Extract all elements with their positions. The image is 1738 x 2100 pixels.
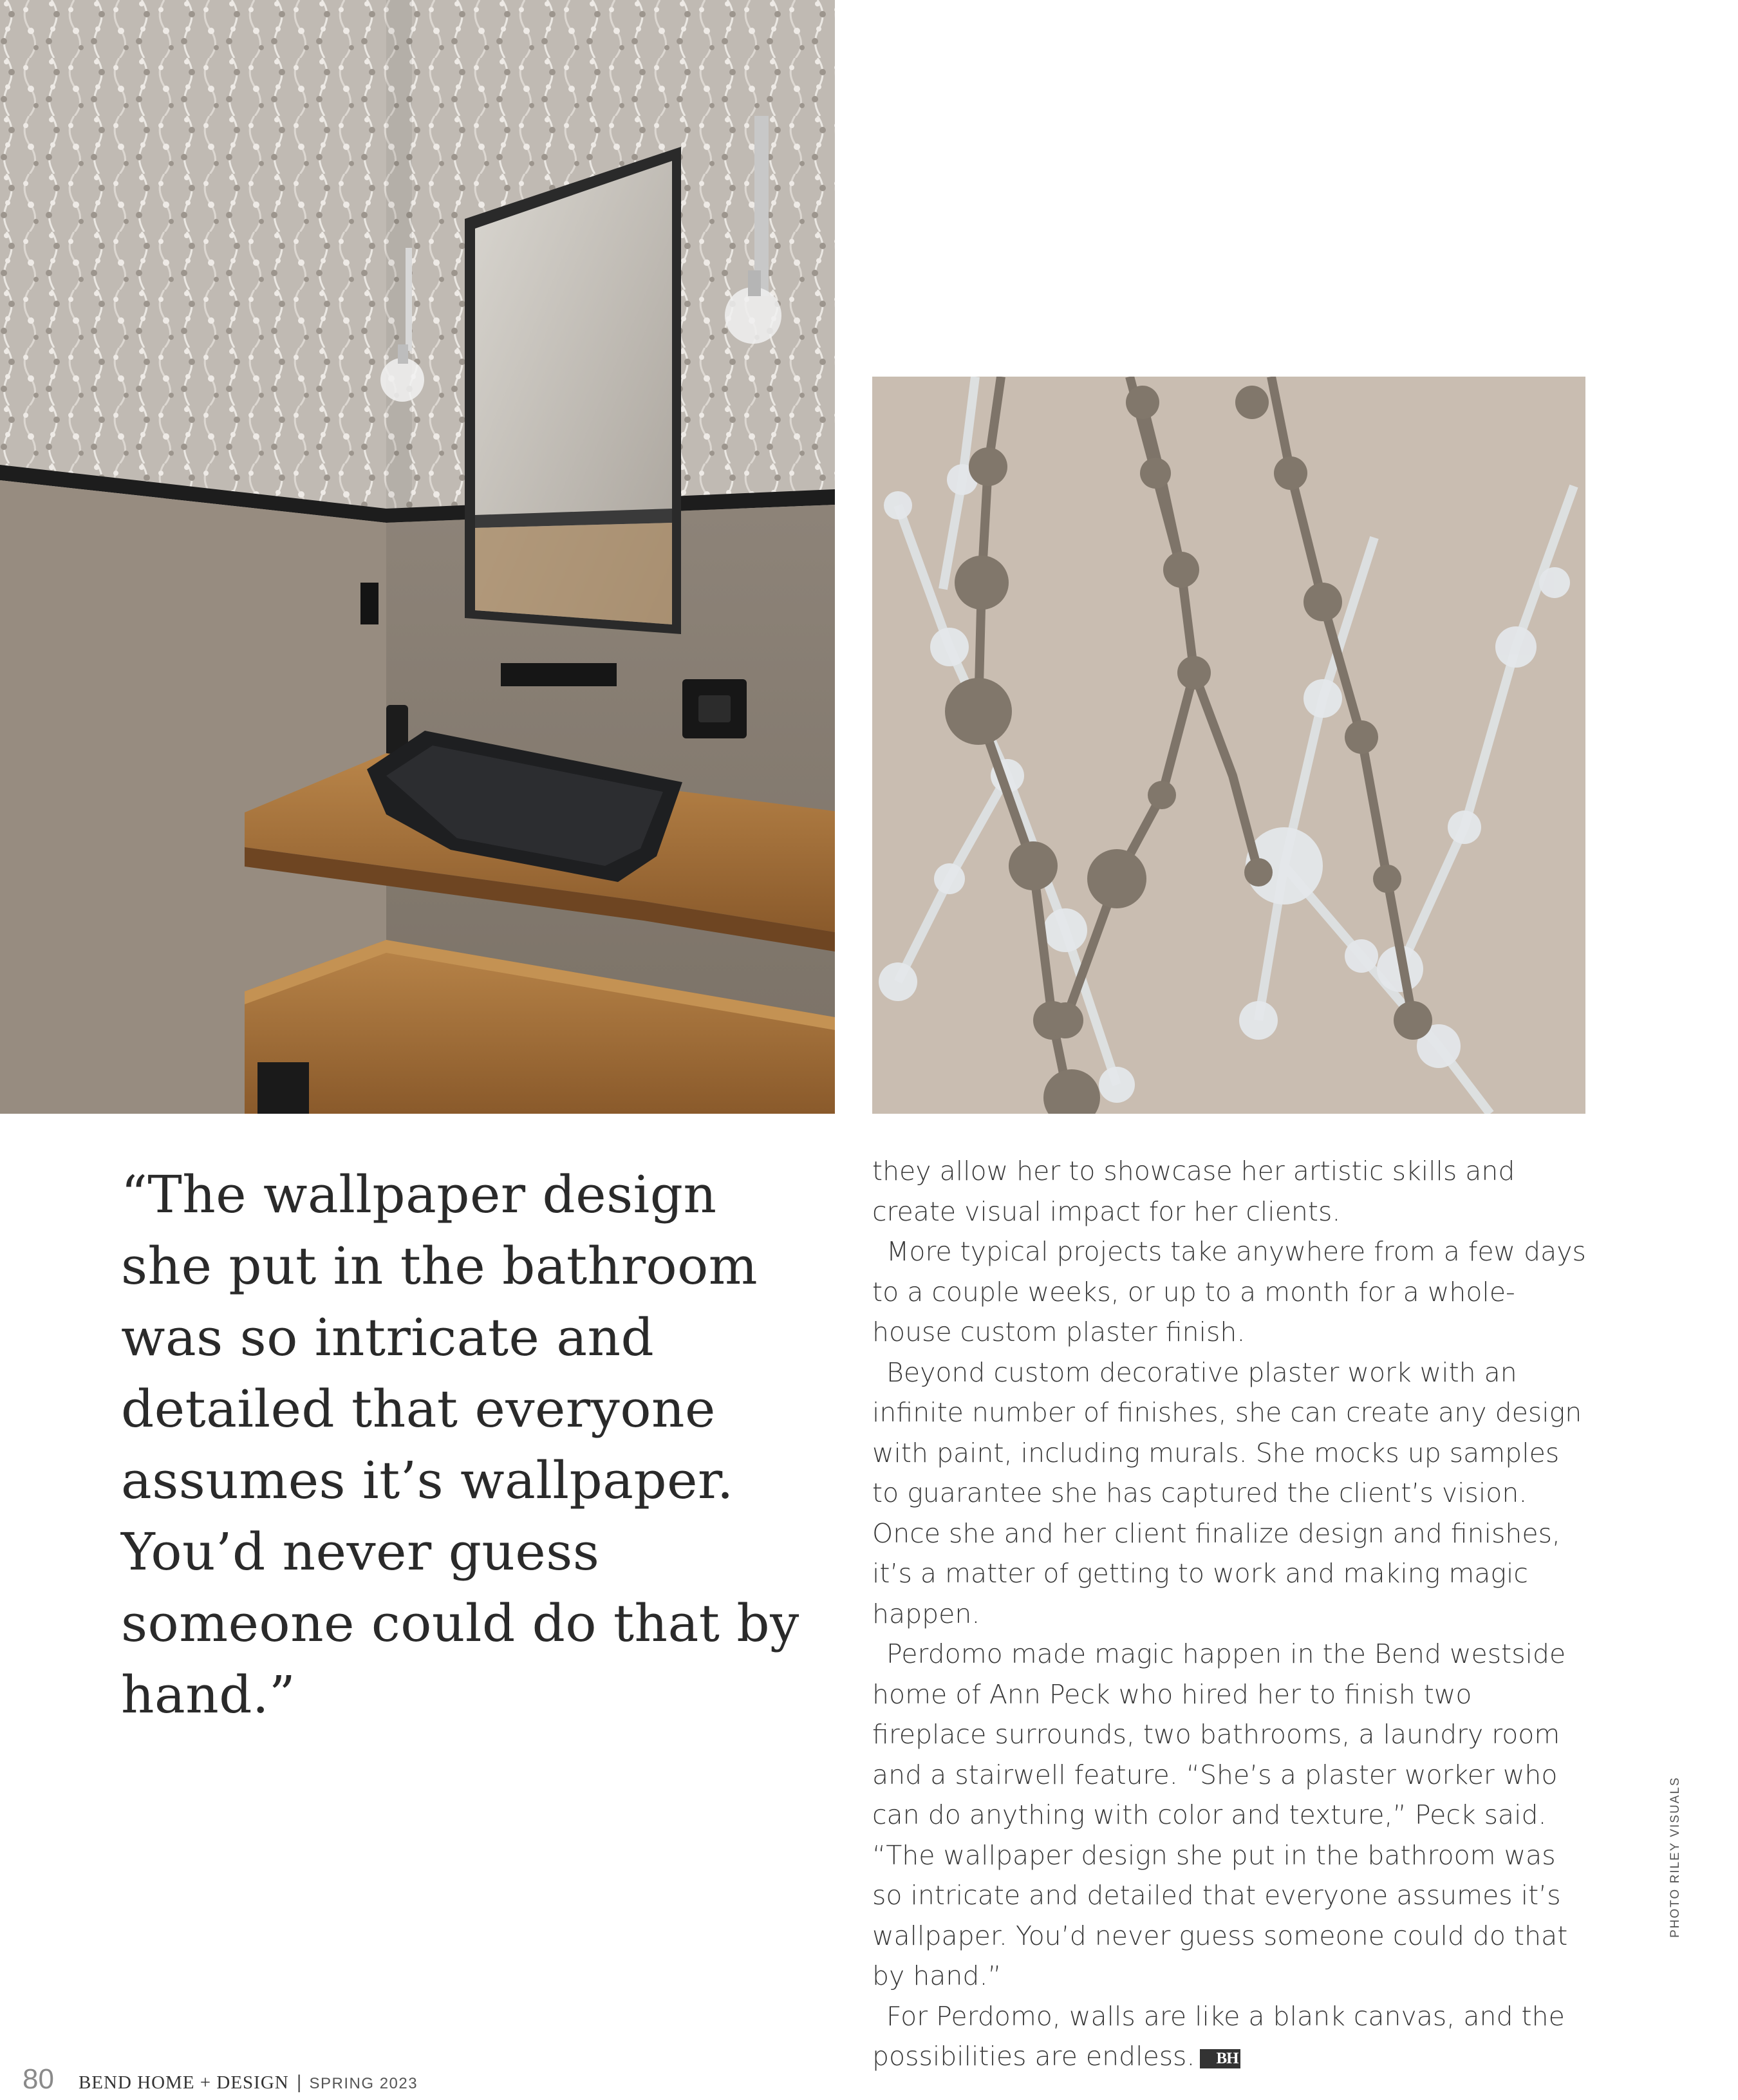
- body-paragraph: Perdomo made magic happen in the Bend westside home of Ann Peck who hired her to finish two fireplace surrounds, two bathrooms, a laundry room and a stairwell feature. “She’s a plaster worker who can do anything with color and texture,” Peck said. “The wallpaper design she put in the bathroom was so intricate and detailed that everyone assumes it’s wallpaper. You’d never guess someone could do that by hand.”: [872, 1638, 1568, 1991]
- mirror: [465, 147, 681, 634]
- pull-quote: “The wallpaper design she put in the bathroom was so intricate and detailed that everyone assumes it’s wallpaper. You’d never guess someone could do that by hand.”: [121, 1165, 799, 1725]
- page-footer: [23, 2063, 418, 2095]
- bathroom-illustration: [0, 0, 835, 1114]
- page-number: 80: [23, 2063, 54, 2095]
- plaster-pattern-illustration: [872, 377, 1585, 1114]
- body-paragraph: they allow her to showcase her artistic skills and create visual impact for her clients.: [872, 1156, 1515, 1227]
- footer-separator: |: [296, 2072, 302, 2093]
- body-paragraph: More typical projects take anywhere from a few days to a couple weeks, or up to a month for a whole-house custom plaster finish.: [872, 1236, 1586, 1347]
- body-paragraph: Beyond custom decorative plaster work with an infinite number of finishes, she can create any design with paint, including murals. She mocks up samples to guarantee she has captured the client’s vision. Once she and her client finalize design and finishes, it’s a matter of getting to work and making magic happen.: [872, 1356, 1582, 1629]
- end-mark-logo: BH: [1200, 2049, 1240, 2068]
- magazine-name: BEND HOME + DESIGN: [78, 2072, 289, 2093]
- bathroom-photo: [0, 0, 835, 1114]
- body-paragraph-text: For Perdomo, walls are like a blank canvas, and the possibilities are endless.: [872, 2000, 1565, 2072]
- photo-credit: PHOTO RILEY VISUALS: [1668, 1776, 1682, 1938]
- body-paragraph-last: [872, 1996, 1587, 2077]
- issue-label: SPRING 2023: [309, 2075, 418, 2092]
- plaster-closeup-photo: [872, 377, 1585, 1114]
- article-body: [872, 1151, 1587, 2077]
